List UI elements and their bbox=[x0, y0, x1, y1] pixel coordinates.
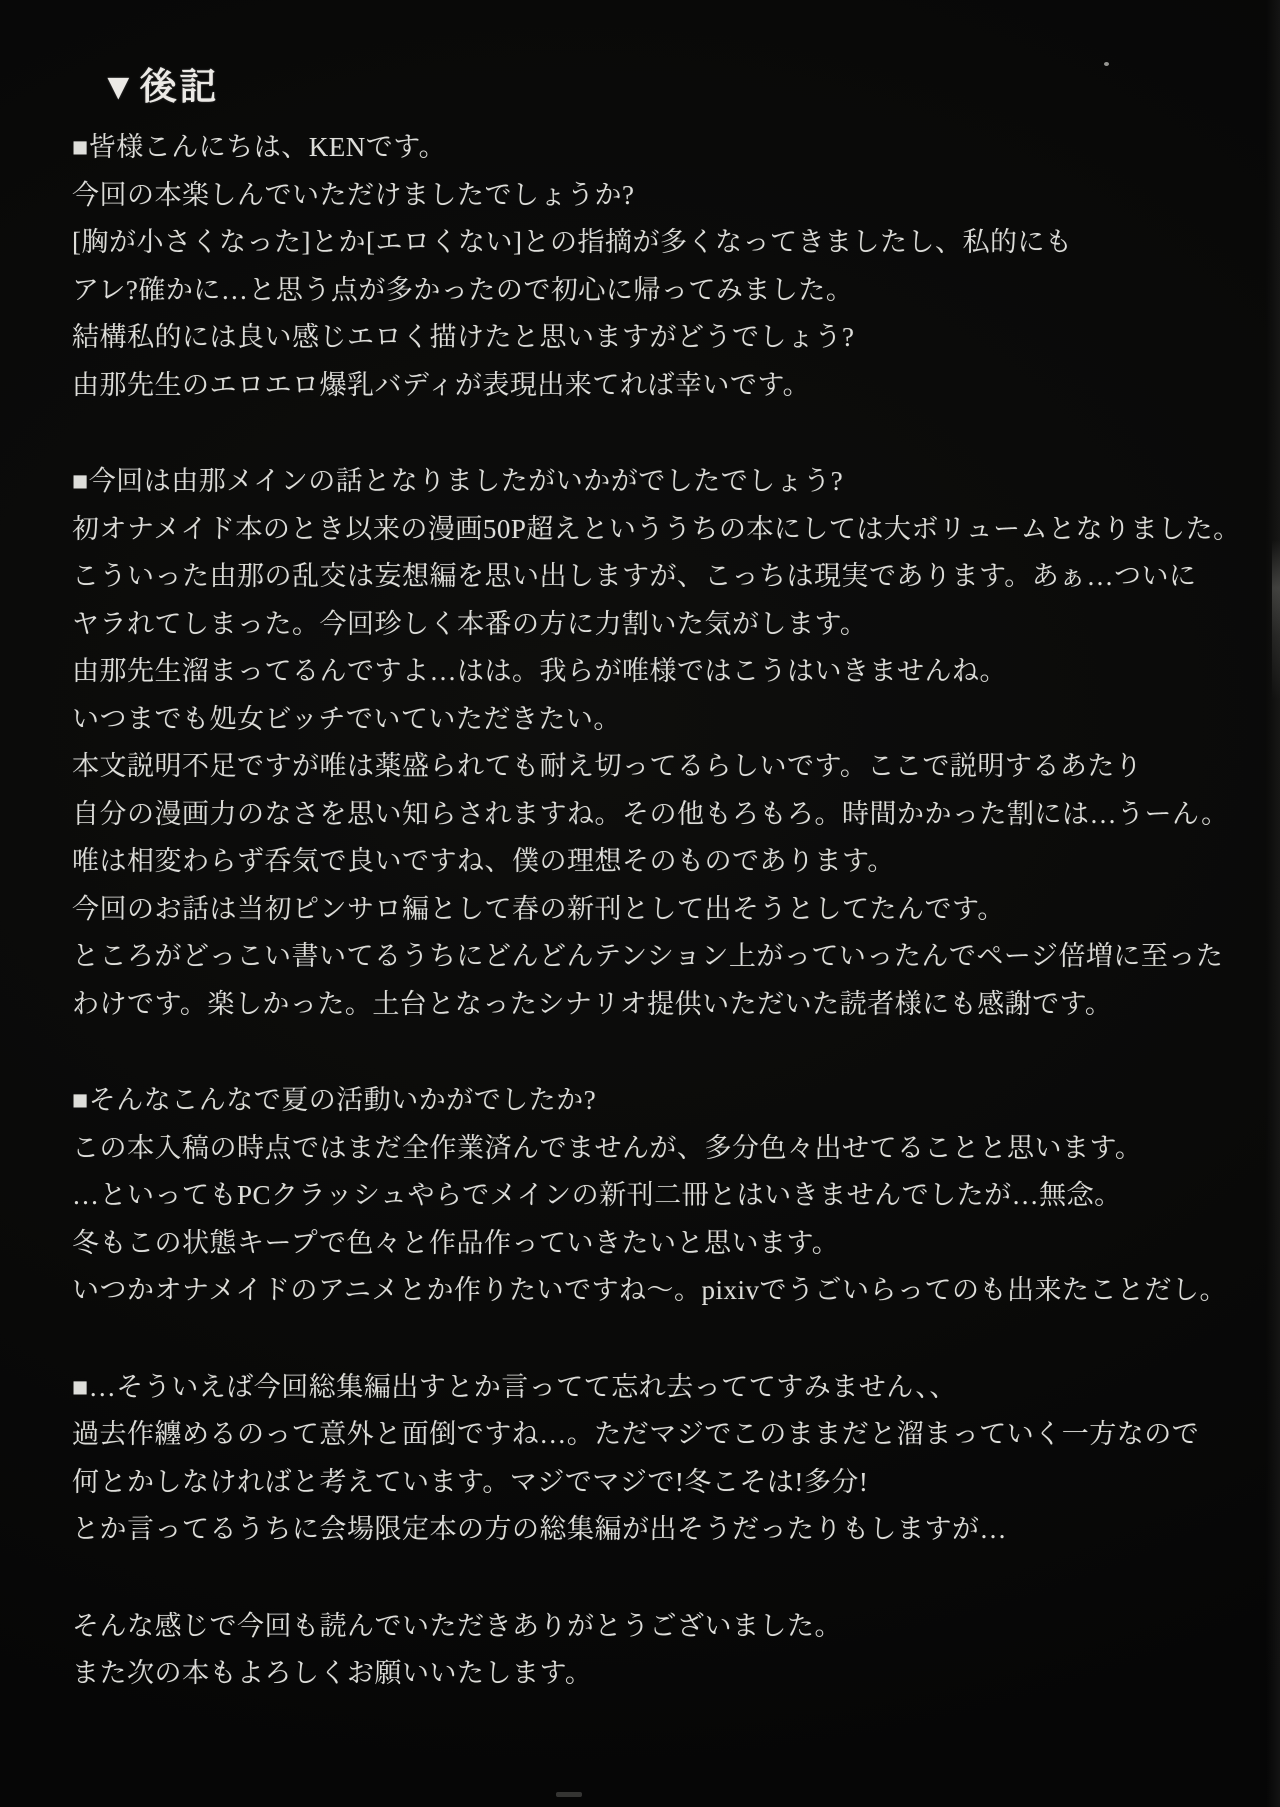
afterword-line: こういった由那の乱交は妄想編を思い出しますが、こっちは現実であります。あぁ…ついに bbox=[72, 561, 1197, 591]
scan-edge-shading bbox=[1266, 0, 1280, 1807]
scan-edge-artifact bbox=[1272, 540, 1280, 700]
paragraph-greeting bbox=[72, 124, 1244, 409]
afterword-line: ■そんなこんなで夏の活動いかがでしたか? bbox=[72, 1085, 597, 1115]
page-title: ▼後記 bbox=[100, 67, 220, 108]
afterword-line: …といってもPCクラッシュやらでメインの新刊二冊とはいきませんでしたが…無念。 bbox=[72, 1180, 1122, 1210]
afterword-line: ■今回は由那メインの話となりましたがいかがでしたでしょう? bbox=[72, 466, 844, 496]
afterword-line: [胸が小さくなった]とか[エロくない]との指摘が多くなってきましたし、私的にも bbox=[72, 227, 1073, 257]
afterword-line: 由那先生溜まってるんですよ…はは。我らが唯様ではこうはいきませんね。 bbox=[72, 656, 1007, 686]
afterword-line: 結構私的には良い感じエロく描けたと思いますがどうでしょう? bbox=[72, 322, 855, 352]
paragraph-compilation bbox=[72, 1364, 1244, 1554]
afterword-line: この本入稿の時点ではまだ全作業済んでませんが、多分色々出せてることと思います。 bbox=[72, 1132, 1143, 1163]
afterword-line: 本文説明不足ですが唯は薬盛られても耐え切ってるらしいです。ここで説明するあたり bbox=[72, 751, 1143, 781]
afterword-line: 何とかしなければと考えています。マジでマジで!冬こそは!多分! bbox=[72, 1466, 869, 1497]
afterword-line: 初オナメイド本のとき以来の漫画50P超えといううちの本にしては大ボリュームとなりました。 bbox=[72, 513, 1241, 544]
afterword-line: ヤラれてしまった。今回珍しく本番の方に力割いた気がします。 bbox=[72, 608, 868, 639]
paragraph-main-story bbox=[72, 458, 1244, 1028]
afterword-line: 冬もこの状態キープで色々と作品作っていきたいと思います。 bbox=[72, 1227, 840, 1258]
paragraph-closing bbox=[72, 1603, 1244, 1698]
afterword-line: 自分の漫画力のなさを思い知らされますね。その他もろもろ。時間かかった割には…うーん。 bbox=[72, 798, 1229, 829]
afterword-line: また次の本もよろしくお願いいたします。 bbox=[72, 1658, 593, 1688]
afterword-line: ところがどっこい書いてるうちにどんどんテンション上がっていったんでページ倍増に至った bbox=[72, 941, 1224, 971]
afterword-line: わけです。楽しかった。土台となったシナリオ提供いただいた読者様にも感謝です。 bbox=[72, 988, 1113, 1019]
afterword-line: いつかオナメイドのアニメとか作りたいですね〜。pixivでうごいらってのも出来たことだし。 bbox=[72, 1275, 1228, 1305]
afterword-line: 唯は相変わらず呑気で良いですね、僕の理想そのものであります。 bbox=[72, 846, 895, 876]
afterword-content bbox=[72, 56, 1244, 1698]
afterword-line: とか言ってるうちに会場限定本の方の総集編が出そうだったりもしますが… bbox=[72, 1514, 1007, 1544]
paragraph-summer-activity bbox=[72, 1077, 1244, 1315]
afterword-line: ■…そういえば今回総集編出すとか言ってて忘れ去っててすみません、、 bbox=[72, 1371, 957, 1402]
afterword-line: いつまでも処女ビッチでいていただきたい。 bbox=[72, 703, 621, 734]
afterword-line: そんな感じで今回も読んでいただきありがとうございました。 bbox=[72, 1610, 842, 1641]
afterword-line: 過去作纏めるのって意外と面倒ですね…。ただマジでこのままだと溜まっていく一方なので bbox=[72, 1419, 1200, 1449]
afterword-line: 今回の本楽しんでいただけましたでしょうか? bbox=[72, 179, 635, 210]
afterword-line: ■皆様こんにちは、KENです。 bbox=[72, 132, 447, 162]
afterword-line: 今回のお話は当初ピンサロ編として春の新刊として出そうとしてたんです。 bbox=[72, 893, 1005, 924]
afterword-line: 由那先生のエロエロ爆乳バディが表現出来てれば幸いです。 bbox=[72, 369, 811, 400]
afterword-line: アレ?確かに…と思う点が多かったので初心に帰ってみました。 bbox=[72, 274, 854, 305]
scan-bottom-mark bbox=[556, 1792, 582, 1797]
